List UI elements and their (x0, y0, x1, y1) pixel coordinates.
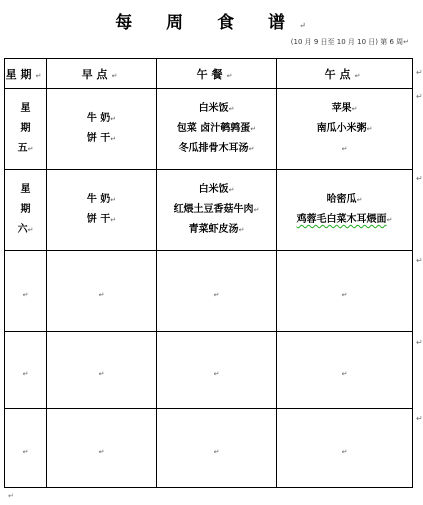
empty-cell: ↵ (5, 332, 47, 409)
empty-cell: ↵ (277, 409, 413, 488)
table-row (5, 170, 413, 251)
breakfast-cell: 牛 奶↵ 饼 干↵ (47, 89, 157, 170)
row-end-mark: ↵ (416, 92, 423, 101)
empty-cell: ↵ (157, 409, 277, 488)
empty-cell: ↵ (157, 332, 277, 409)
row-end-mark: ↵ (416, 338, 423, 347)
row-end-mark: ↵ (416, 174, 423, 183)
header-lunch: 午餐↵ (157, 59, 277, 89)
table-row (5, 89, 413, 170)
empty-cell: ↵ (157, 251, 277, 332)
row-end-mark: ↵ (416, 68, 423, 77)
snack-cell: 哈密瓜↵ 鸡蓉毛白菜木耳煨面↵ (277, 170, 413, 251)
lunch-cell: 白米饭↵ 包菜 卤汁鹌鹑蛋↵ 冬瓜排骨木耳汤↵ (157, 89, 277, 170)
empty-cell: ↵ (277, 332, 413, 409)
row-end-mark: ↵ (416, 414, 423, 423)
weekday-cell: 星 期 五↵ (5, 89, 47, 170)
header-weekday: 星期↵ (5, 59, 47, 89)
weekday-cell: 星 期 六↵ (5, 170, 47, 251)
table-row (5, 251, 413, 332)
lunch-cell: 白米饭↵ 红煨土豆香菇牛肉↵ 青菜虾皮汤↵ (157, 170, 277, 251)
table-row (5, 332, 413, 409)
breakfast-cell: 牛 奶↵ 饼 干↵ (47, 170, 157, 251)
table-row (5, 409, 413, 488)
row-end-mark: ↵ (416, 256, 423, 265)
empty-cell: ↵ (47, 251, 157, 332)
header-row (5, 59, 413, 89)
snack-cell: 苹果↵ 南瓜小米粥↵ ↵ (277, 89, 413, 170)
header-snack: 午点↵ (277, 59, 413, 89)
empty-cell: ↵ (5, 409, 47, 488)
empty-cell: ↵ (277, 251, 413, 332)
weekly-menu-table (4, 58, 413, 488)
header-breakfast: 早点↵ (47, 59, 157, 89)
empty-cell: ↵ (47, 332, 157, 409)
empty-cell: ↵ (47, 409, 157, 488)
document-end-mark: ↵ (8, 492, 14, 500)
empty-cell: ↵ (5, 251, 47, 332)
page-title: 每 周 食 谱↵ (115, 13, 306, 33)
date-range-subtitle: (10 月 9 日至 10 月 10 日) 第 6 周↵ (290, 38, 409, 46)
